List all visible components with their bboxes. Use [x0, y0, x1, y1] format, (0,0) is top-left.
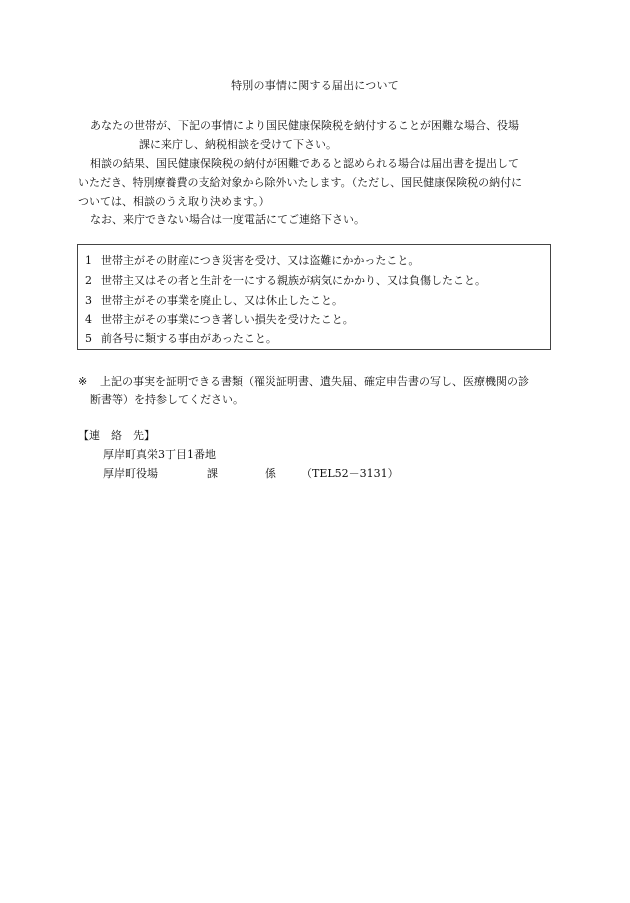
reason-item-2: [85, 275, 486, 286]
note-line-2: 断書等）を持参してください。: [90, 393, 244, 406]
reasons-box: [77, 244, 551, 350]
reason-number: 4: [85, 313, 92, 326]
contact-staff: 係: [265, 467, 276, 480]
reason-number: 3: [85, 294, 92, 307]
intro-paragraph-2-line-1: 相談の結果、国民健康保険税の納付が困難であると認められる場合は届出書を提出して: [90, 157, 519, 170]
reason-text: 世帯主がその財産につき災害を受け、又は盗難にかかったこと。: [101, 254, 420, 267]
document-title: 特別の事情に関する届出について: [231, 79, 399, 92]
intro-paragraph-3-line-1: なお、来庁できない場合は一度電話にてご連絡下さい。: [90, 213, 365, 226]
contact-office: 厚岸町役場: [103, 467, 158, 480]
reason-text: 世帯主がその事業を廃止し、又は休止したこと。: [101, 294, 343, 307]
contact-address: 厚岸町真栄3丁目1番地: [103, 448, 216, 461]
intro-paragraph-2-line-3: ついては、相談のうえ取り決めます。）: [78, 195, 270, 208]
reason-item-1: [85, 255, 419, 266]
contact-office-line: [103, 468, 399, 479]
reason-item-4: [85, 314, 354, 325]
reason-text: 前各号に類する事由があったこと。: [101, 332, 277, 345]
note-mark: ※: [78, 375, 88, 388]
reason-number: 2: [85, 274, 92, 287]
reason-item-3: [85, 295, 343, 306]
intro-paragraph-1-line-2: 課に来庁し、納税相談を受けて下さい。: [139, 138, 337, 151]
contact-heading: 【連 絡 先】: [78, 429, 155, 442]
reason-item-5: [85, 333, 277, 344]
reason-number: 1: [85, 254, 92, 267]
note-text-1: 上記の事実を証明できる書類（罹災証明書、遺失届、確定申告書の写し、医療機関の診: [100, 375, 529, 388]
note-line-1: [78, 376, 529, 387]
intro-paragraph-2-line-2: いただき、特別療養費の支給対象から除外いたします。（ただし、国民健康保険税の納付に: [78, 176, 523, 189]
reason-number: 5: [85, 332, 92, 345]
reason-text: 世帯主がその事業につき著しい損失を受けたこと。: [101, 313, 354, 326]
contact-tel: （TEL52－3131）: [301, 467, 399, 480]
reason-text: 世帯主又はその者と生計を一にする親族が病気にかかり、又は負傷したこと。: [101, 274, 486, 287]
contact-section: 課: [207, 467, 218, 480]
intro-paragraph-1-line-1: あなたの世帯が、下記の事情により国民健康保険税を納付することが困難な場合、役場: [90, 119, 519, 132]
